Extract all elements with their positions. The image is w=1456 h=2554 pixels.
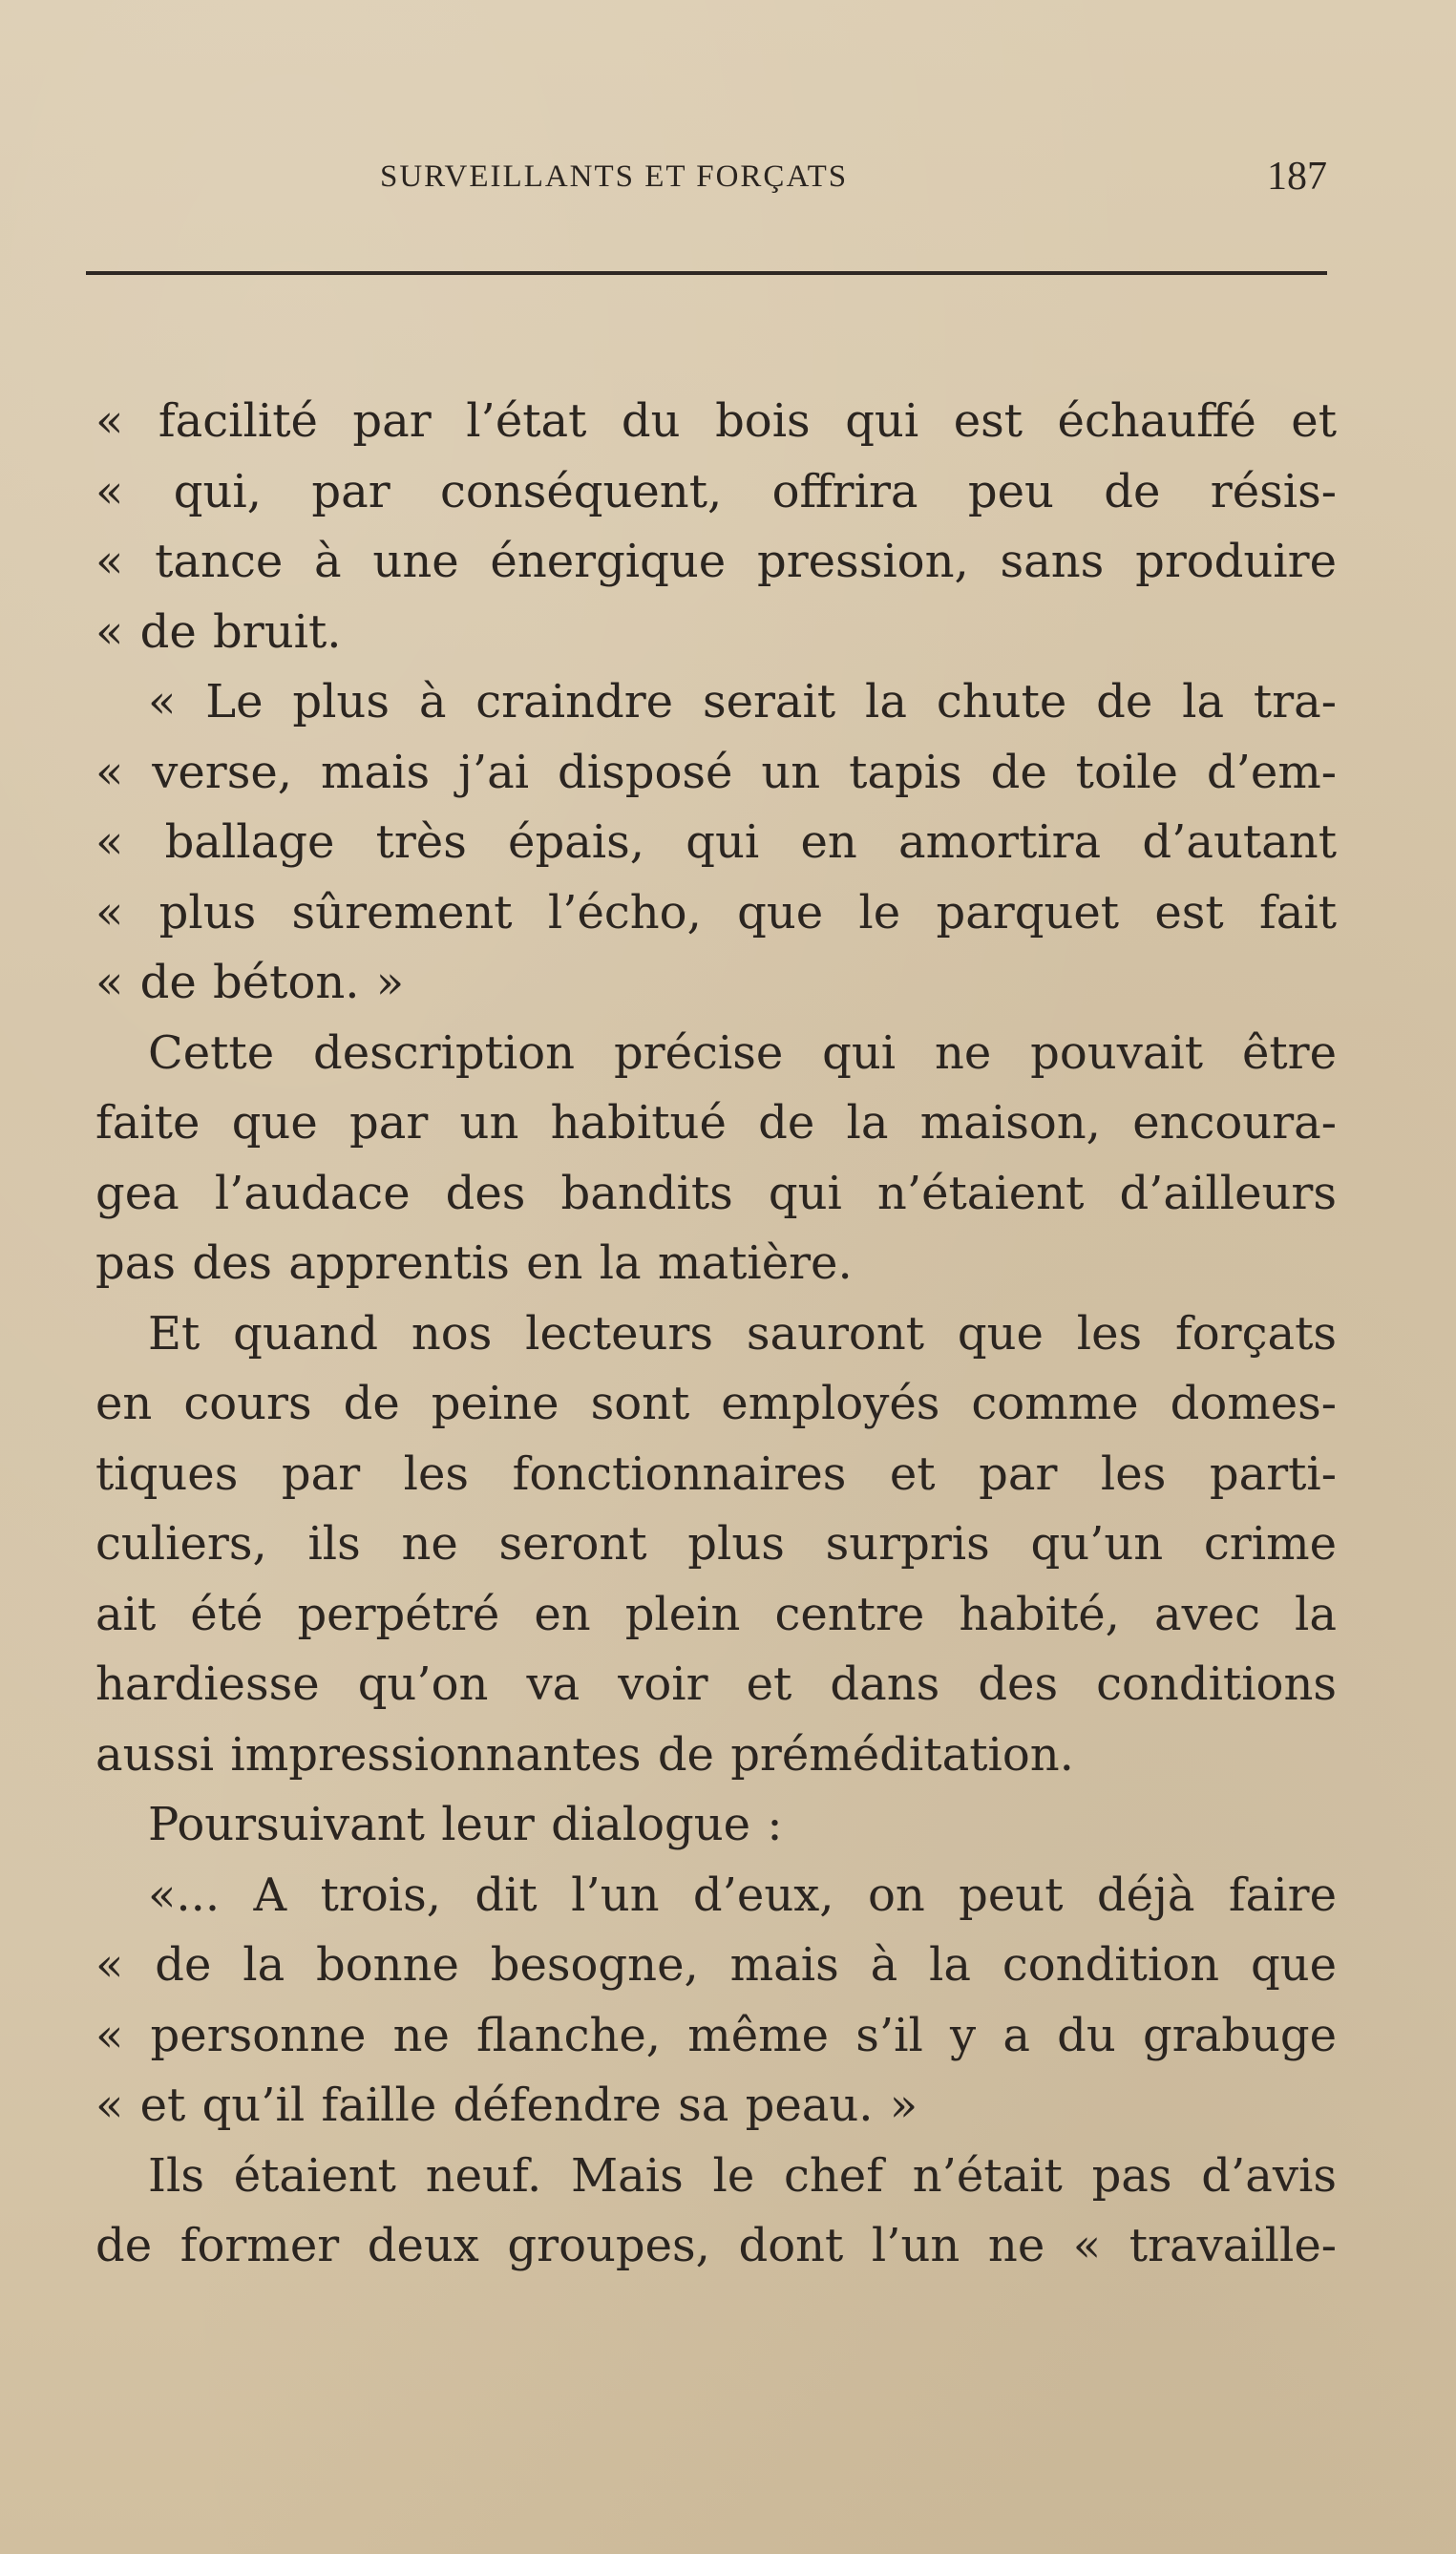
- text-line: Ils étaient neuf. Mais le chef n’était pas d’avis: [148, 2148, 1337, 2203]
- body-text: [95, 387, 1337, 2282]
- text-line: en cours de peine sont employés comme domes-: [95, 1377, 1337, 1430]
- text-line: « de béton. »: [95, 956, 405, 1009]
- running-title: SURVEILLANTS ET FORÇATS: [380, 159, 849, 194]
- text-line: faite que par un habitué de la maison, encoura-: [95, 1096, 1337, 1150]
- text-line: « verse, mais j’ai disposé un tapis de toile d’em-: [95, 745, 1337, 799]
- text-line: «... A trois, dit l’un d’eux, on peut déjà faire: [148, 1868, 1337, 1922]
- text-line: « tance à une énergique pression, sans produire: [95, 535, 1337, 588]
- text-line: Et quand nos lecteurs sauront que les forçats: [148, 1306, 1337, 1361]
- text-line: « de bruit.: [95, 604, 342, 659]
- text-line: « de la bonne besogne, mais à la condition que: [95, 1938, 1337, 1992]
- text-line: gea l’audace des bandits qui n’étaient d’ailleurs: [95, 1166, 1337, 1220]
- text-line: « facilité par l’état du bois qui est échauffé et: [95, 394, 1337, 448]
- text-line: aussi impressionnantes de préméditation.: [95, 1727, 1074, 1782]
- text-line: « ballage très épais, qui en amortira d’autant: [95, 815, 1337, 869]
- text-line: Cette description précise qui ne pouvait être: [148, 1025, 1337, 1080]
- text-line: tiques par les fonctionnaires et par les parti-: [95, 1446, 1337, 1501]
- running-head: [86, 153, 1327, 201]
- header-rule: [86, 271, 1327, 275]
- text-line: Poursuivant leur dialogue :: [148, 1798, 783, 1851]
- text-line: hardiesse qu’on va voir et dans des conditions: [95, 1657, 1337, 1711]
- text-line: de former deux groupes, dont l’un ne « travaille-: [95, 2219, 1337, 2272]
- text-line: culiers, ils ne seront plus surpris qu’un crime: [95, 1517, 1337, 1571]
- text-line: « qui, par conséquent, offrira peu de résis-: [95, 464, 1337, 518]
- text-line: « plus sûrement l’écho, que le parquet est fait: [95, 885, 1337, 939]
- text-line: « et qu’il faille défendre sa peau. »: [95, 2079, 918, 2132]
- text-line: « personne ne flanche, même s’il y a du grabuge: [95, 2008, 1337, 2062]
- text-line: ait été perpétré en plein centre habité, avec la: [95, 1587, 1337, 1641]
- text-line: pas des apprentis en la matière.: [95, 1236, 853, 1290]
- page-number: 187: [1267, 155, 1327, 199]
- text-line: « Le plus à craindre serait la chute de la tra-: [148, 675, 1337, 728]
